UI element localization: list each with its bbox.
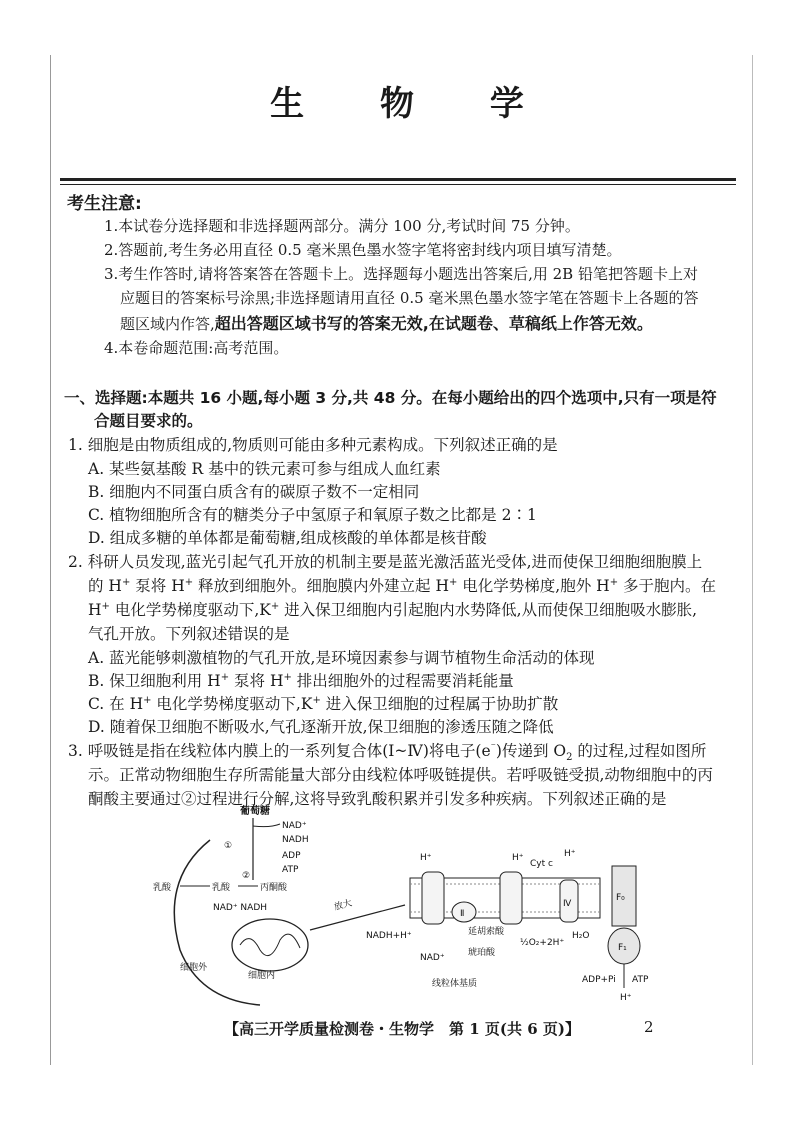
title-divider-thin [60, 184, 736, 185]
q2-text: 电化学势梯度,胞外 H [457, 577, 610, 595]
glucose-label: 葡萄糖 [240, 806, 270, 817]
complex-4-label: Ⅳ [563, 899, 572, 909]
page-margin-line-left [50, 55, 51, 1065]
superscript: + [101, 600, 110, 612]
section-heading-line2: 合题目要求的。 [94, 412, 203, 430]
notice-item-3-end [120, 311, 653, 334]
nad-arrow [253, 824, 280, 827]
q3-text: )传递到 O [495, 742, 567, 760]
q1-stem: 1. 细胞是由物质组成的,物质则可能由多种元素构成。下列叙述正确的是 [68, 436, 558, 454]
q2-option-b [88, 669, 514, 691]
proton-label-2: H⁺ [512, 853, 524, 863]
f1-label: F₁ [618, 943, 627, 953]
section-heading-line1: 一、选择题:本题共 16 小题,每小题 3 分,共 48 分。在每小题给出的四个选项中,只有一项是符 [64, 389, 717, 407]
water-label: H₂O [572, 931, 590, 941]
notice-item-1: 1.本试卷分选择题和非选择题两部分。满分 100 分,考试时间 75 分钟。 [104, 217, 580, 235]
q2-text: 电化学势梯度驱动下,K [109, 601, 271, 619]
mitochondrion [232, 919, 308, 971]
lactate-inner-label: 乳酸 [212, 883, 231, 893]
q2-text: 排出细胞外的过程需要消耗能量 [291, 672, 514, 690]
q1-option-d: D. 组成多糖的单体都是葡萄糖,组成核酸的单体都是核苷酸 [88, 529, 487, 547]
q1-option-c: C. 植物细胞所含有的糖类分子中氢原子和氧原子数之比都是 2∶1 [88, 506, 537, 524]
q3-text: 3. 呼吸链是指在线粒体内膜上的一系列复合体(Ⅰ~Ⅳ)将电子(e [68, 742, 491, 760]
q2-text: C. 在 H [88, 695, 144, 713]
superscript: + [609, 576, 619, 588]
superscript: + [283, 671, 292, 683]
proton-label-3: H⁺ [564, 849, 576, 859]
superscript: + [184, 576, 194, 588]
superscript: + [143, 694, 152, 706]
complex-2-label: Ⅱ [460, 909, 465, 919]
q3-stem-line1 [68, 739, 707, 764]
q3-stem-line3: 酮酸主要通过②过程进行分解,这将导致乳酸积累并引发多种疾病。下列叙述正确的是 [88, 790, 667, 808]
q1-option-b: B. 细胞内不同蛋白质含有的碳原子数不一定相同 [88, 483, 420, 501]
nadh-label: NADH [282, 835, 309, 845]
page-margin-line-right [752, 55, 753, 1065]
notice-item-3: 3.考生作答时,请将答案答在答题卡上。选择题每小题选出答案后,用 2B 铅笔把答题卡上对 [104, 265, 698, 283]
q2-text: B. 保卫细胞利用 H [88, 672, 221, 690]
q2-text: 进入保卫细胞内引起胞内水势降低,从而使保卫细胞吸水膨胀, [279, 601, 698, 619]
q2-text: 多于胞内。在 [618, 577, 717, 595]
fumarate-label: 延胡索酸 [468, 927, 505, 937]
q2-option-a: A. 蓝光能够刺激植物的气孔开放,是环境因素参与调节植物生命活动的体现 [88, 649, 595, 667]
superscript: + [312, 694, 321, 706]
notice-heading: 考生注意: [67, 194, 142, 214]
pyruvate-label: 丙酮酸 [260, 883, 288, 893]
subscript: 2 [566, 752, 573, 764]
proton-label-4: H⁺ [620, 993, 632, 1003]
q2-text: 泵将 H [130, 577, 185, 595]
inside-cell-label: 细胞内 [248, 971, 276, 981]
lactate-outer-label: 乳酸 [153, 883, 172, 893]
complex-1 [422, 872, 444, 924]
q2-stem-line2 [88, 574, 716, 596]
superscript: + [448, 576, 458, 588]
adp-pi-label: ADP+Pi [582, 975, 616, 985]
q2-text: 电化学势梯度驱动下,K [151, 695, 313, 713]
atp-product-label: ATP [632, 975, 649, 985]
q2-stem-line1: 2. 科研人员发现,蓝光引起气孔开放的机制主要是蓝光激活蓝光受体,进而使保卫细胞细胞膜上 [68, 553, 703, 571]
q2-option-c [88, 692, 558, 714]
notice-item-4: 4.本卷命题范围:高考范围。 [104, 339, 289, 357]
superscript: + [270, 600, 280, 612]
page-title: 生 物 学 [270, 84, 556, 124]
superscript: + [220, 671, 230, 683]
q2-text: H [88, 601, 102, 619]
q2-text: 泵将 H [229, 672, 284, 690]
outside-cell-label: 细胞外 [180, 963, 208, 973]
step-1-label: ① [224, 841, 233, 851]
zoom-arrow [310, 905, 405, 930]
q2-stem-line4: 气孔开放。下列叙述错误的是 [88, 625, 290, 643]
notice-emphasis: 超出答题区域书写的答案无效,在试题卷、草稿纸上作答无效。 [214, 314, 653, 333]
notice-item-3-end-text: 题区域内作答, [120, 315, 215, 333]
adp-label: ADP [282, 851, 301, 861]
complex-3 [500, 872, 522, 924]
step-2-label: ② [242, 871, 251, 881]
q2-stem-line3 [88, 598, 697, 620]
respiratory-chain-diagram [120, 800, 680, 1010]
matrix-label: 线粒体基质 [432, 979, 478, 989]
mitochondrion-cristae [240, 934, 300, 956]
q2-option-d: D. 随着保卫细胞不断吸水,气孔逐渐开放,保卫细胞的渗透压随之降低 [88, 718, 554, 736]
atp-label: ATP [282, 865, 299, 875]
notice-item-3-cont: 应题目的答案标号涂黑;非选择题请用直径 0.5 毫米黑色墨水签字笔在答题卡上各题的答 [120, 289, 699, 307]
notice-item-2: 2.答题前,考生务必用直径 0.5 毫米黑色墨水签字笔将密封线内项目填写清楚。 [104, 241, 622, 259]
oxygen-label: ½O₂+2H⁺ [520, 938, 565, 948]
title-divider-thick [60, 178, 736, 181]
nadh-h-label: NADH+H⁺ [366, 931, 412, 941]
footer-text: 【高三开学质量检测卷・生物学 第 1 页(共 6 页)】 [224, 1020, 580, 1038]
nad-product-label: NAD⁺ [420, 953, 445, 963]
q2-text: 进入保卫细胞的过程属于协助扩散 [320, 695, 559, 713]
cytc-label: Cyt c [530, 859, 553, 869]
page-number: 2 [644, 1018, 654, 1036]
superscript: + [121, 576, 131, 588]
q2-text: 的 H [88, 577, 122, 595]
nad-nadh-label: NAD⁺ NADH [213, 903, 268, 913]
q3-stem-line2: 示。正常动物细胞生存所需能量大部分由线粒体呼吸链提供。若呼吸链受损,动物细胞中的丙 [88, 766, 713, 784]
fo-label: F₀ [616, 893, 625, 903]
superscript: ⁻ [490, 741, 496, 753]
nad-label: NAD⁺ [282, 821, 307, 831]
proton-label-1: H⁺ [420, 853, 432, 863]
zoom-label: 放大 [333, 898, 354, 913]
q3-text: 的过程,过程如图所 [572, 742, 707, 760]
succinate-label: 琥珀酸 [468, 948, 496, 958]
q1-option-a: A. 某些氨基酸 R 基中的铁元素可参与组成人血红素 [88, 460, 441, 478]
q2-text: 释放到细胞外。细胞膜内外建立起 H [193, 577, 449, 595]
